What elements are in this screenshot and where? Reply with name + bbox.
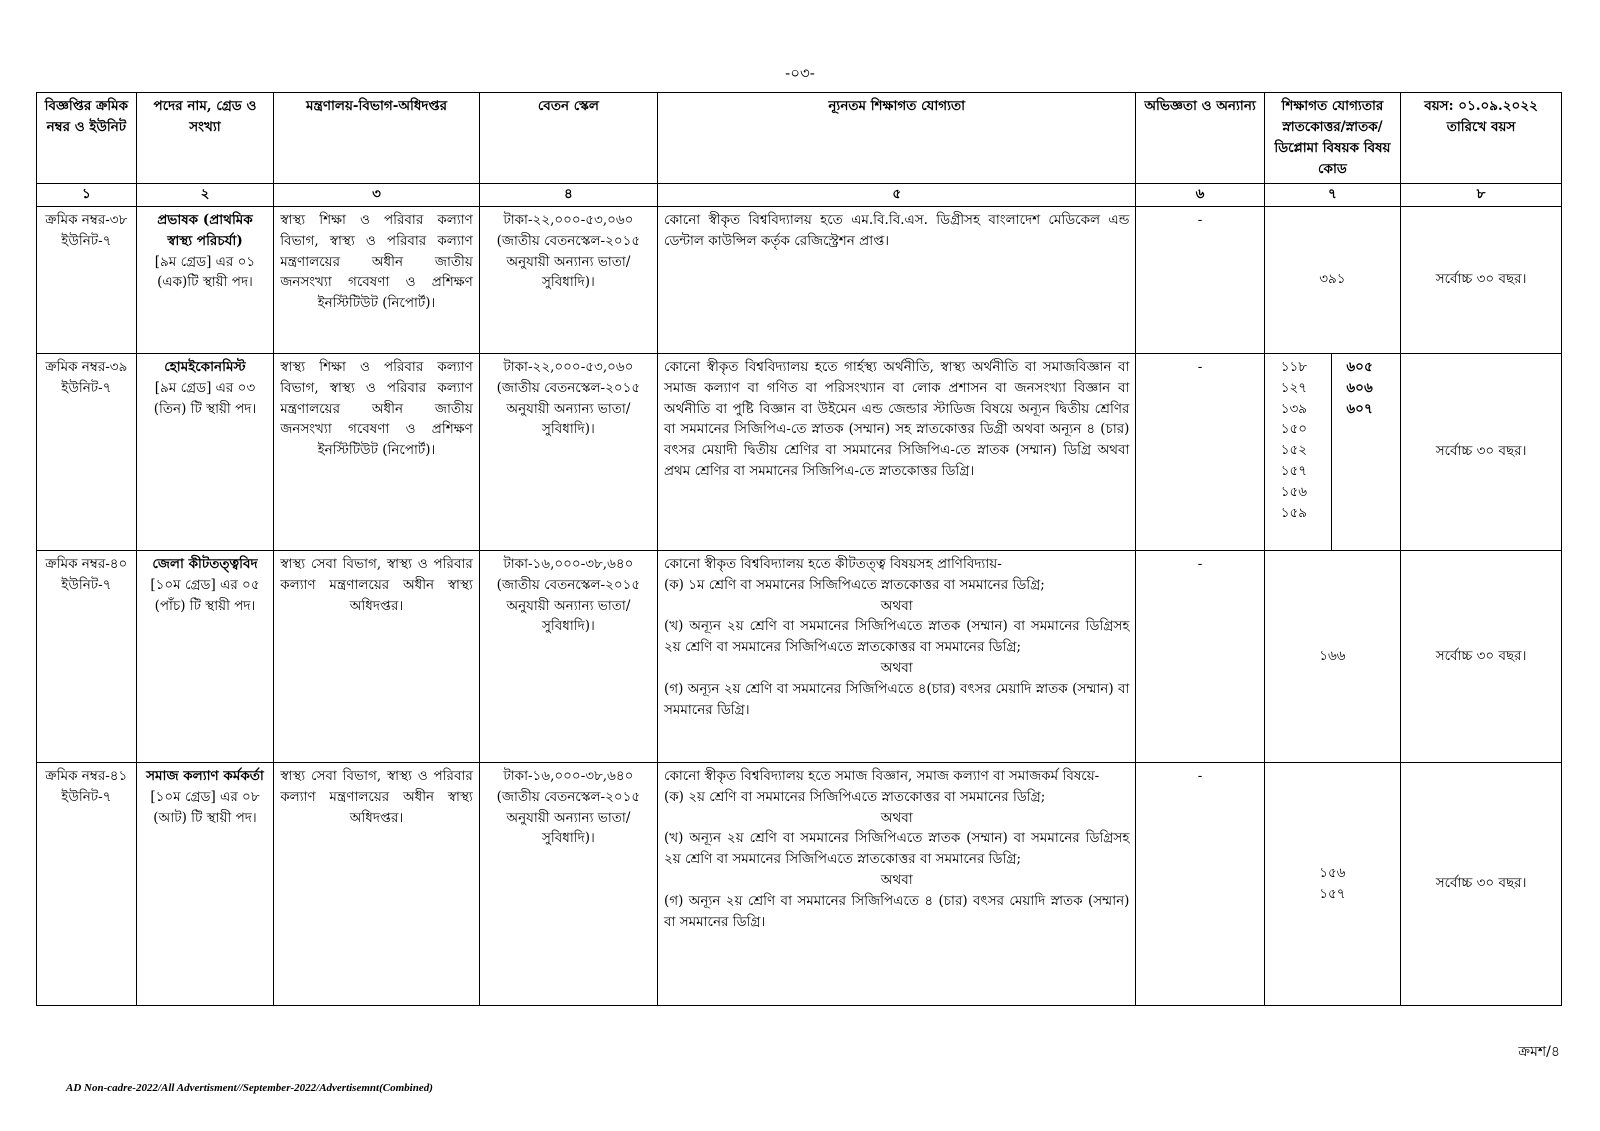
column-number: ৮ [1401, 183, 1562, 206]
table-header-row [37, 93, 1562, 184]
qualification-cell [657, 550, 1135, 762]
qualification-cell: কোনো স্বীকৃত বিশ্ববিদ্যালয় হতে গার্হস্থ্য অর্থনীতি, স্বাস্থ্য অর্থনীতি বা সমাজবিজ্ঞান বা সমাজ কল্যাণ বা গণিত বা পরিসংখ্যান বা লোক প্রশাসন বা জনসংখ্যা বিজ্ঞান বা অর্থনীতি বা পুষ্টি বিজ্ঞান বা উইমেন এন্ড জেন্ডার স্টাডিজ বিষয়ে অন্যূন দ্বিতীয় শ্রেণির বা সমমানের সিজিপিএ-তে স্নাতক (সম্মান) সহ স্নাতকোত্তর ডিগ্রী অথবা অন্যূন ৪ (চার) বৎসর মেয়াদী দ্বিতীয় শ্রেণির বা সমমানের সিজিপিএ-তে স্নাতক (সম্মান) ডিগ্রি অথবা প্রথম শ্রেণির বা সমমানের সিজিপিএ-তে স্নাতকোত্তর ডিগ্রি। [657, 353, 1135, 550]
experience-cell: - [1136, 353, 1264, 550]
post-detail: [৯ম গ্রেড] এর ০৩ (তিন) টি স্থায়ী পদ। [153, 379, 257, 417]
table-row [37, 762, 1562, 1005]
table-row [37, 353, 1562, 550]
serial-cell: ক্রমিক নম্বর-৩৯ ইউনিট-৭ [37, 353, 137, 550]
column-number: ৩ [274, 183, 480, 206]
serial-cell: ক্রমিক নম্বর-৪১ ইউনিট-৭ [37, 762, 137, 1005]
qualification-intro: কোনো স্বীকৃত বিশ্ববিদ্যালয় হতে কীটতত্ত্ব বিষয়সহ প্রাণিবিদ্যায়- [663, 555, 1002, 572]
column-number: ৭ [1264, 183, 1400, 206]
subject-code: ১৩৯ [1280, 400, 1308, 417]
pay-scale-cell: টাকা-২২,০০০-৫৩,০৬০ (জাতীয় বেতনস্কেল-২০১৫ অনুযায়ী অন্যান্য ভাতা/সুবিধাদি)। [479, 206, 657, 353]
subject-code: ১৫৯ [1280, 505, 1307, 522]
qualification-option-a: (ক) ২য় শ্রেণি বা সমমানের সিজিপিএতে স্নাতকোত্তর বা সমমানের ডিগ্রি; [663, 788, 1046, 805]
subject-code: ১২৭ [1280, 379, 1308, 396]
qualification-or: অথবা [880, 597, 913, 614]
header-qualification: ন্যূনতম শিক্ষাগত যোগ্যতা [657, 93, 1135, 184]
post-detail: [১০ম গ্রেড] এর ০৫ (পাঁচ) টি স্থায়ী পদ। [150, 576, 260, 614]
post-detail: [১০ম গ্রেড] এর ০৮ (আট) টি স্থায়ী পদ। [150, 788, 260, 826]
ministry-cell: স্বাস্থ্য শিক্ষা ও পরিবার কল্যাণ বিভাগ, স্বাস্থ্য ও পরিবার কল্যাণ মন্ত্রণালয়ের অধীন জাতীয় জনসংখ্যা গবেষণা ও প্রশিক্ষণ ইনস্টিটিউট (নিপোর্ট)। [274, 206, 480, 353]
experience-cell: - [1136, 206, 1264, 353]
qualification-cell [657, 762, 1135, 1005]
subject-codes-left [1265, 354, 1333, 550]
subject-code: ৬০৭ [1346, 400, 1373, 417]
page-number: -০৩- [785, 64, 815, 82]
qualification-or: অথবা [880, 872, 913, 889]
subject-code: ১৫২ [1280, 442, 1308, 459]
post-title: সমাজ কল্যাণ কর্মকর্তা [146, 767, 264, 784]
ministry-cell: স্বাস্থ্য সেবা বিভাগ, স্বাস্থ্য ও পরিবার কল্যাণ মন্ত্রণালয়ের অধীন স্বাস্থ্য অধিদপ্তর। [274, 550, 480, 762]
header-age: বয়স: ০১.০৯.২০২২ তারিখে বয়স [1401, 93, 1562, 184]
experience-cell: - [1136, 550, 1264, 762]
subject-code: ১৫০ [1280, 421, 1308, 438]
subject-code-cell [1264, 353, 1400, 550]
age-cell: সর্বোচ্চ ৩০ বছর। [1401, 206, 1562, 353]
post-cell [136, 206, 273, 353]
qualification-option-b: (খ) অন্যূন ২য় শ্রেণি বা সমমানের সিজিপিএতে স্নাতক (সম্মান) বা সমমানের ডিগ্রিসহ ২য় শ্রেণি বা সমমানের সিজিপিএতে স্নাতকোত্তর বা সমমানের ডিগ্রি; [663, 618, 1130, 656]
post-cell [136, 353, 273, 550]
post-cell [136, 550, 273, 762]
subject-code-cell [1264, 762, 1400, 1005]
header-pay-scale: বেতন স্কেল [479, 93, 657, 184]
subject-code: ১৫৭ [1280, 463, 1308, 480]
header-ministry: মন্ত্রণালয়-বিভাগ-অধিদপ্তর [274, 93, 480, 184]
subject-code: ১৫৭ [1319, 885, 1346, 902]
header-subject-code: শিক্ষাগত যোগ্যতার স্নাতকোত্তর/স্নাতক/ ডিপ্লোমা বিষয়ক বিষয় কোড [1264, 93, 1400, 184]
column-number: ২ [136, 183, 273, 206]
age-cell: সর্বোচ্চ ৩০ বছর। [1401, 353, 1562, 550]
qualification-option-a: (ক) ১ম শ্রেণি বা সমমানের সিজিপিএতে স্নাতকোত্তর বা সমমানের ডিগ্রি; [663, 576, 1045, 593]
ministry-cell: স্বাস্থ্য শিক্ষা ও পরিবার কল্যাণ বিভাগ, স্বাস্থ্য ও পরিবার কল্যাণ মন্ত্রণালয়ের অধীন জাতীয় জনসংখ্যা গবেষণা ও প্রশিক্ষণ ইনস্টিটিউট (নিপোর্ট)। [274, 353, 480, 550]
age-cell: সর্বোচ্চ ৩০ বছর। [1401, 762, 1562, 1005]
serial-cell: ক্রমিক নম্বর-৪০ ইউনিট-৭ [37, 550, 137, 762]
column-number: ৫ [657, 183, 1135, 206]
post-detail: [৯ম গ্রেড] এর ০১ (এক)টি স্থায়ী পদ। [154, 253, 256, 291]
pay-scale-cell: টাকা-১৬,০০০-৩৮,৬৪০ (জাতীয় বেতনস্কেল-২০১৫ অনুযায়ী অন্যান্য ভাতা/সুবিধাদি)। [479, 762, 657, 1005]
subject-codes-right [1332, 354, 1400, 550]
subject-code: ৬০৫ [1346, 358, 1373, 375]
footer-note: AD Non-cadre-2022/All Advertisment//September-2022/Advertisemnt(Combined) [66, 1082, 433, 1094]
qualification-or: অথবা [880, 809, 913, 826]
post-cell [136, 762, 273, 1005]
recruitment-table [36, 92, 1562, 1006]
age-cell: সর্বোচ্চ ৩০ বছর। [1401, 550, 1562, 762]
table-row [37, 206, 1562, 353]
qualification-cell: কোনো স্বীকৃত বিশ্ববিদ্যালয় হতে এম.বি.বি.এস. ডিগ্রীসহ বাংলাদেশ মেডিকেল এন্ড ডেন্টাল কাউন্সিল কর্তৃক রেজিস্ট্রেশন প্রাপ্ত। [657, 206, 1135, 353]
qualification-option-b: (খ) অন্যূন ২য় শ্রেণি বা সমমানের সিজিপিএতে স্নাতক (সম্মান) বা সমমানের ডিগ্রিসহ ২য় শ্রেণি বা সমমানের সিজিপিএতে স্নাতকোত্তর বা সমমানের ডিগ্রি; [663, 830, 1130, 868]
post-title: জেলা কীটতত্ত্ববিদ [152, 555, 258, 572]
post-title: হোমইকোনমিস্ট [164, 358, 246, 375]
subject-code: ১৫৬ [1319, 864, 1346, 881]
header-experience: অভিজ্ঞতা ও অন্যান্য [1136, 93, 1264, 184]
column-number: ৬ [1136, 183, 1264, 206]
column-number: ৪ [479, 183, 657, 206]
header-serial: বিজ্ঞপ্তির ক্রমিক নম্বর ও ইউনিট [37, 93, 137, 184]
continued-note: ক্রমশ/৪ [1518, 1044, 1560, 1060]
serial-cell: ক্রমিক নম্বর-৩৮ ইউনিট-৭ [37, 206, 137, 353]
subject-code-cell: ৩৯১ [1264, 206, 1400, 353]
subject-code-cell: ১৬৬ [1264, 550, 1400, 762]
column-number-row [37, 183, 1562, 206]
pay-scale-cell: টাকা-১৬,০০০-৩৮,৬৪০ (জাতীয় বেতনস্কেল-২০১৫ অনুযায়ী অন্যান্য ভাতা/সুবিধাদি)। [479, 550, 657, 762]
ministry-cell: স্বাস্থ্য সেবা বিভাগ, স্বাস্থ্য ও পরিবার কল্যাণ মন্ত্রণালয়ের অধীন স্বাস্থ্য অধিদপ্তর। [274, 762, 480, 1005]
pay-scale-cell: টাকা-২২,০০০-৫৩,০৬০ (জাতীয় বেতনস্কেল-২০১৫ অনুযায়ী অন্যান্য ভাতা/ সুবিধাদি)। [479, 353, 657, 550]
qualification-option-c: (গ) অন্যূন ২য় শ্রেণি বা সমমানের সিজিপিএতে ৪(চার) বৎসর মেয়াদি স্নাতক (সম্মান) বা সমমানের ডিগ্রি। [663, 681, 1130, 719]
experience-cell: - [1136, 762, 1264, 1005]
subject-code: ৬০৬ [1346, 379, 1373, 396]
qualification-option-c: (গ) অন্যূন ২য় শ্রেণি বা সমমানের সিজিপিএতে ৪ (চার) বৎসর মেয়াদি স্নাতক (সম্মান) বা সমমানের ডিগ্রি। [663, 893, 1130, 931]
qualification-intro: কোনো স্বীকৃত বিশ্ববিদ্যালয় হতে সমাজ বিজ্ঞান, সমাজ কল্যাণ বা সমাজকর্ম বিষয়ে- [663, 767, 1100, 784]
column-number: ১ [37, 183, 137, 206]
post-title: প্রভাষক (প্রাথমিক স্বাস্থ্য পরিচর্যা) [157, 211, 253, 249]
subject-code: ১১৮ [1280, 358, 1307, 375]
subject-code: ১৫৬ [1280, 484, 1308, 501]
table-row [37, 550, 1562, 762]
header-post: পদের নাম, গ্রেড ও সংখ্যা [136, 93, 273, 184]
qualification-or: অথবা [880, 660, 913, 677]
